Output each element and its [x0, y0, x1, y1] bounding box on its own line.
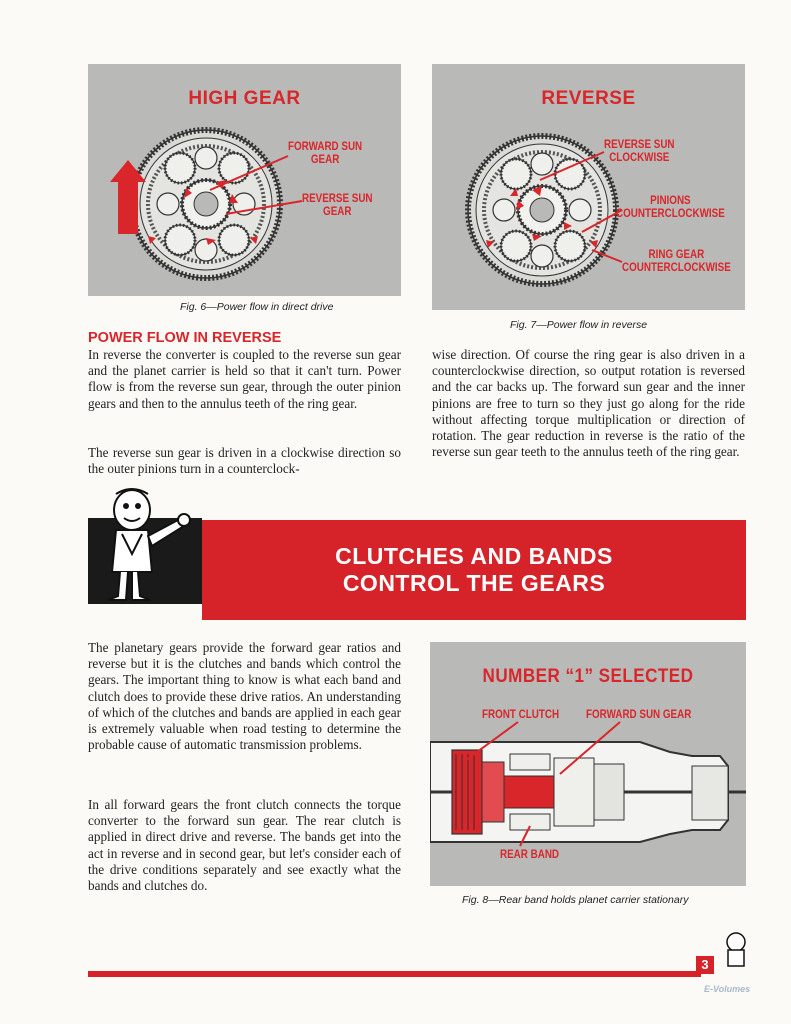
- label-line: RING GEAR: [648, 247, 705, 261]
- label-line: CLOCKWISE: [609, 150, 670, 164]
- watermark: E-Volumes: [704, 984, 751, 994]
- label-rear-band: REAR BAND: [500, 847, 560, 861]
- label-line: COUNTERCLOCKWISE: [616, 206, 725, 220]
- paragraph: In reverse the converter is coupled to the reverse sun gear and the planet carrier is held so that it can't turn. Power flow is from the reverse sun gear, through the outer pinion gears and then to the annulus teeth of the ring gear.: [88, 347, 401, 411]
- label-line: GEAR: [310, 152, 340, 166]
- planetary-gearset-diagram: [88, 64, 401, 296]
- figure-caption: Fig. 6—Power flow in direct drive: [180, 301, 334, 313]
- label-reverse-sun-gear: [302, 192, 373, 218]
- label-front-clutch: FRONT CLUTCH: [482, 707, 560, 721]
- paragraph: The reverse sun gear is driven in a clockwise direction so the outer pinions turn in a counterclock-: [88, 445, 401, 477]
- paragraph: wise direction. Of course the ring gear is also driven in a counterclockwise direction, so output rotation is reversed and the car backs up. The forward sun gear and the inner pinions are free to turn so they just go along for the ride without affecting torque multiplication or direction of rotation. The gear reduction in reverse is the ratio of the reverse sun gear teeth to the annulus teeth of the ring gear.: [432, 347, 745, 460]
- figure-caption: Fig. 8—Rear band holds planet carrier stationary: [462, 894, 689, 906]
- mascot-illustration: [86, 484, 206, 604]
- label-line: GEAR: [323, 204, 352, 218]
- banner-line: CLUTCHES AND BANDS: [335, 543, 613, 569]
- label-line: REVERSE SUN: [302, 191, 373, 205]
- label-ring-gear-counterclockwise: [622, 248, 731, 274]
- label-line: PINIONS: [650, 193, 691, 207]
- footer-mascot-icon: [716, 930, 756, 970]
- banner-line: CONTROL THE GEARS: [342, 570, 606, 596]
- section-heading: POWER FLOW IN REVERSE: [88, 330, 282, 346]
- label-pinions-counterclockwise: [616, 194, 725, 220]
- figure-title: NUMBER “1” SELECTED: [482, 666, 694, 687]
- footer-rule: [88, 971, 701, 977]
- label-reverse-sun-clockwise: [604, 138, 675, 164]
- section-banner: [202, 520, 746, 620]
- label-forward-sun-gear: [288, 140, 362, 166]
- figure-high-gear: [88, 64, 401, 296]
- figure-number-1-selected: [430, 642, 746, 886]
- figure-title: HIGH GEAR: [188, 88, 301, 109]
- paragraph: In all forward gears the front clutch connects the torque converter to the forward sun gear. The rear clutch is applied in direct drive and reverse. The bands get into the act in reverse and in second gear, but let's consider each of the drive conditions separately and see exactly what the bands and clutches do.: [88, 797, 401, 894]
- page-number: 3: [696, 956, 714, 974]
- label-line: REVERSE SUN: [604, 137, 675, 151]
- paragraph: The planetary gears provide the forward gear ratios and reverse but it is the clutches and bands which control the gears. The important thing to know is what each band and clutch does to provide these drive ratios. An understanding of which of the clutches and bands are applied in each gear is extremely valuable when road testing to determine the probable cause of automatic transmission problems.: [88, 640, 401, 753]
- label-line: COUNTERCLOCKWISE: [622, 260, 731, 274]
- label-line: FORWARD SUN: [288, 139, 363, 153]
- label-forward-sun-gear: FORWARD SUN GEAR: [586, 707, 692, 721]
- figure-reverse: [432, 64, 745, 310]
- figure-caption: Fig. 7—Power flow in reverse: [510, 319, 648, 331]
- figure-title: REVERSE: [541, 88, 636, 109]
- transmission-cutaway-diagram: [430, 642, 746, 886]
